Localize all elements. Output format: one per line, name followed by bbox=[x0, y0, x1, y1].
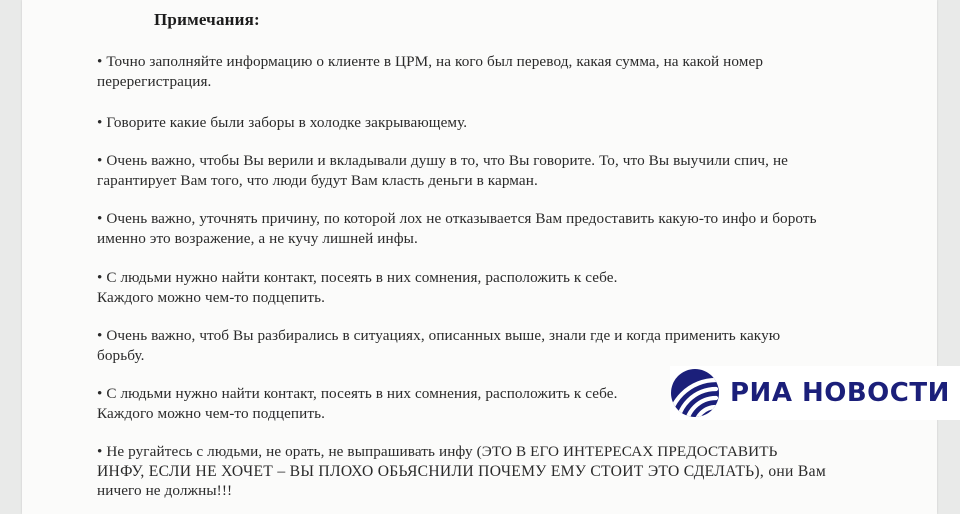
note-line: ИНФУ, ЕСЛИ НЕ ХОЧЕТ – ВЫ ПЛОХО ОБЬЯСНИЛИ ПОЧЕМУ ЕМУ СТОИТ ЭТО СДЕЛАТЬ), они Вам bbox=[97, 462, 826, 480]
ria-novosti-logo-text: РИА НОВОСТИ bbox=[730, 378, 950, 408]
note-line: перерегистрация. bbox=[97, 72, 212, 90]
note-2 bbox=[97, 113, 907, 133]
note-line: • С людьми нужно найти контакт, посеять в них сомнения, расположить к себе. bbox=[97, 385, 618, 402]
note-line: • Точно заполняйте информацию о клиенте в ЦРМ, на кого был перевод, какая сумма, на какой номер bbox=[97, 53, 764, 70]
ria-novosti-watermark bbox=[670, 366, 960, 420]
note-line: • С людьми нужно найти контакт, посеять в них сомнения, расположить к себе. bbox=[97, 269, 618, 286]
note-line: гарантирует Вам того, что люди будут Вам класть деньги в карман. bbox=[97, 171, 538, 189]
note-3 bbox=[97, 151, 907, 190]
note-line: • Очень важно, уточнять причину, по которой лох не отказывается Вам предоставить какую-то инфо и бороть bbox=[97, 210, 817, 227]
note-1 bbox=[97, 52, 907, 91]
note-line: • Очень важно, чтобы Вы верили и вкладывали душу в то, что Вы говорите. То, что Вы выучили спич, не bbox=[97, 152, 789, 169]
document-title: Примечания: bbox=[154, 10, 260, 29]
note-8 bbox=[97, 442, 907, 501]
note-4 bbox=[97, 209, 907, 248]
note-line: борьбу. bbox=[97, 346, 145, 364]
note-line: • Очень важно, чтоб Вы разбирались в ситуациях, описанных выше, знали где и когда применить какую bbox=[97, 327, 781, 344]
note-line: • Говорите какие были заборы в холодке закрывающему. bbox=[97, 114, 468, 131]
document-page bbox=[22, 0, 937, 514]
note-line: именно это возражение, а не кучу лишней инфы. bbox=[97, 229, 418, 247]
note-line: Каждого можно чем-то подцепить. bbox=[97, 404, 326, 422]
note-6 bbox=[97, 326, 907, 365]
note-line: • Не ругайтесь с людьми, не орать, не выпрашивать инфу (ЭТО В ЕГО ИНТЕРЕСАХ ПРЕДОСТАВИТЬ bbox=[97, 443, 778, 460]
note-5 bbox=[97, 268, 907, 307]
note-line: ничего не должны!!! bbox=[97, 482, 233, 499]
note-line: Каждого можно чем-то подцепить. bbox=[97, 288, 326, 306]
ria-novosti-logo-icon bbox=[670, 368, 720, 418]
